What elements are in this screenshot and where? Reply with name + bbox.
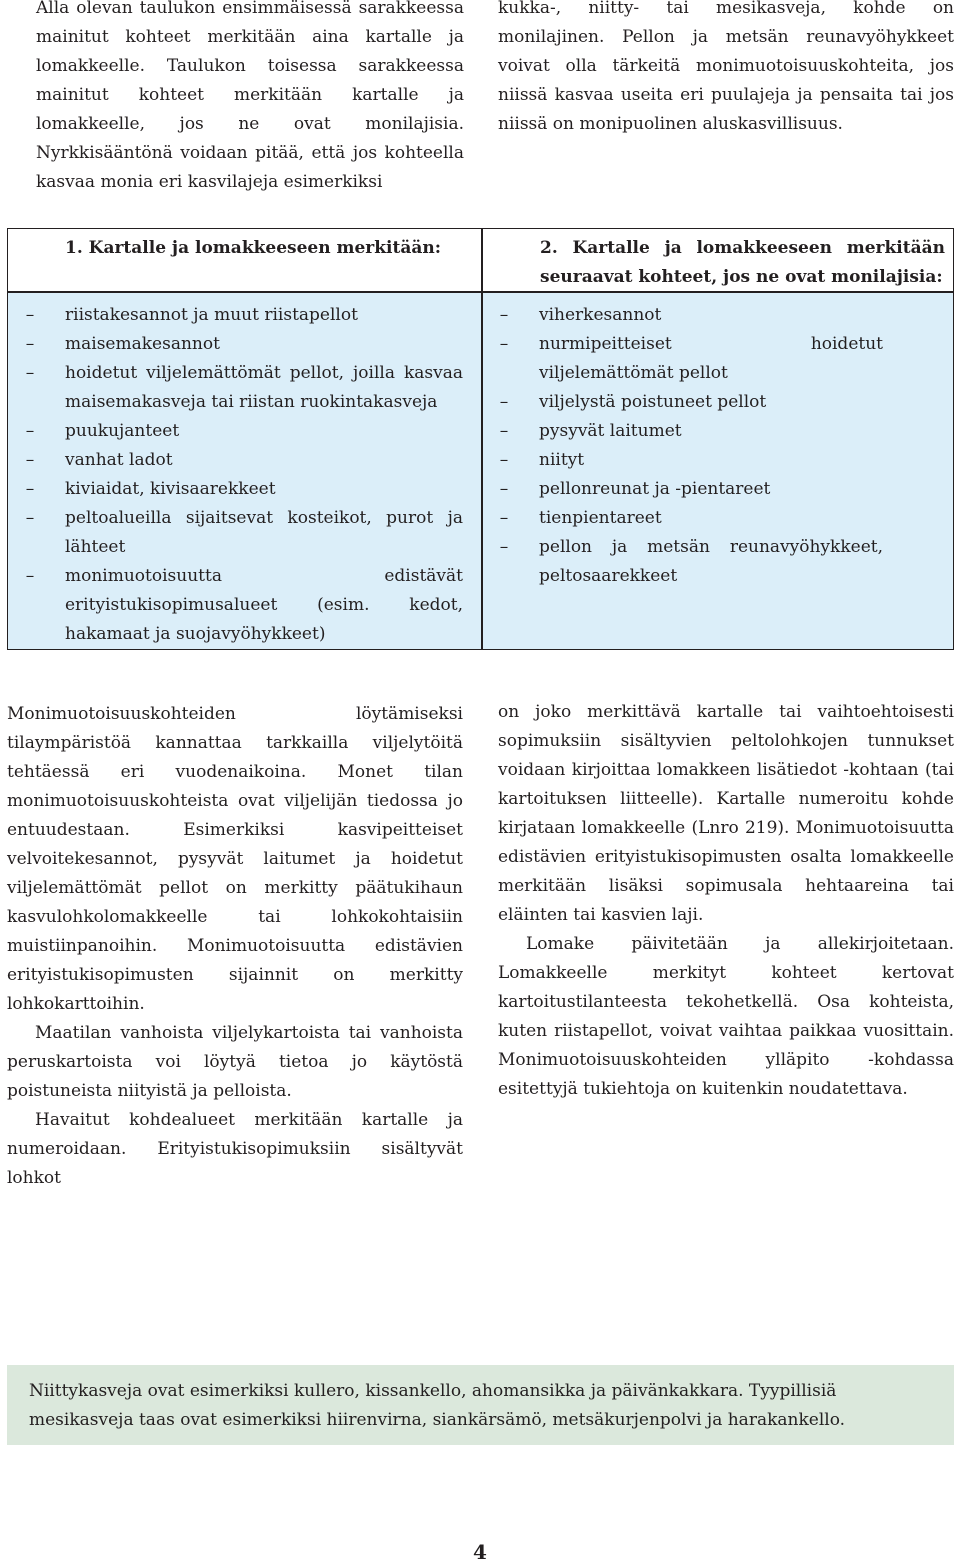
table-list-item [482,504,883,533]
table-list-item [482,330,883,388]
body-left-paragraph: Monimuotoisuuskohteiden löytämiseksi tilaympäristöä kannattaa tarkkailla viljelytöitä tehtäessä eri vuodenaikoina. Monet tilan monimuotoisuuskohteista ovat viljelijän tiedossa jo entuudestaan. Esimerkiksi kasvipeitteiset velvoitekesannot, pysyvät laitumet ja hoidetut viljelemättömät pellot on merkitty päätukihaun kasvulohkolomakkeelle tai lohkokohtaisiin muistiinpanoihin. Monimuotoisuutta edistävien erityistukisopimusten sijainnit on merkitty lohkokarttoihin. [7,704,463,1014]
table-list-item-text: niityt [539,450,585,470]
table-list-item-text: tienpientareet [539,508,662,528]
body-left-column [7,700,463,1193]
table-list-item-text: monimuotoisuutta edistävät erityistukisopimusalueet (esim. kedot, hakamaat ja suojavyöhykkeet) [65,566,463,644]
dash-bullet: – [499,334,509,354]
table-list-item [8,446,463,475]
table-list-item [8,504,463,562]
col2-list [482,301,883,591]
table-list-item-text: puukujanteet [65,421,180,441]
dash-bullet: – [25,363,35,383]
intro-left-text: Alla olevan taulukon ensimmäisessä sarakkeessa mainitut kohteet merkitään aina kartalle ja lomakkeelle. Taulukon toisessa sarakkeessa mainitut kohteet merkitään kartalle ja lomakkeelle, jos ne ovat monilajisia. Nyrkkisääntönä voidaan pitää, että jos kohteella kasvaa monia eri kasvilajeja esimerkiksi [36,0,464,192]
table-list-item [8,562,463,649]
dash-bullet: – [499,305,509,325]
table-list-item [8,417,463,446]
dash-bullet: – [499,450,509,470]
table-cell-col1 [8,292,481,649]
table-list-item [482,475,883,504]
table-list-item-text: nurmipeitteiset hoidetut viljelemättömät pellot [539,334,883,383]
dash-bullet: – [25,450,35,470]
table-list-item [482,533,883,591]
dash-bullet: – [25,479,35,499]
dash-bullet: – [499,508,509,528]
body-left-paragraph: Maatilan vanhoista viljelykartoista tai vanhoista peruskartoista voi löytyä tietoa jo käytöstä poistuneista niityistä ja pelloista. [7,1023,463,1101]
table-list-item [8,301,463,330]
page-number: 4 [473,1540,487,1564]
table-list-item [482,417,883,446]
table-list-item-text: kiviaidat, kivisaarekkeet [65,479,276,499]
body-right-paragraph: on joko merkittävä kartalle tai vaihtoehtoisesti sopimuksiin sisältyvien peltolohkojen tunnukset voidaan kirjoittaa lomakkeen lisätiedot -kohtaan (tai kartoituksen liitteelle). Kartalle numeroitu kohde kirjataan lomakkeelle (Lnro 219). Monimuotoisuutta edistävien erityistukisopimusten osalta lomakkeelle merkitään lisäksi sopimusala hehtaareina tai eläinten tai kasvien laji. [498,702,954,925]
table-list-item [482,446,883,475]
dash-bullet: – [499,479,509,499]
dash-bullet: – [25,566,35,586]
plant-examples-note: Niittykasveja ovat esimerkiksi kullero, kissankello, ahomansikka ja päivänkakkara. Tyypillisiä mesikasveja taas ovat esimerkiksi hiirenvirna, siankärsämö, metsäkurjenpolvi ja harakankello. [7,1365,954,1445]
dash-bullet: – [25,305,35,325]
table-list-item-text: vanhat ladot [65,450,173,470]
table-list-item-text: viherkesannot [539,305,662,325]
table-list-item-text: viljelystä poistuneet pellot [539,392,767,412]
dash-bullet: – [499,421,509,441]
dash-bullet: – [25,334,35,354]
table-list-item [482,388,883,417]
body-left-paragraph: Havaitut kohdealueet merkitään kartalle ja numeroidaan. Erityistukisopimuksiin sisältyvät lohkot [7,1110,463,1188]
table-list-item-text: pellon ja metsän reunavyöhykkeet, peltosaarekkeet [539,537,883,586]
table-header-col1: 1. Kartalle ja lomakkeeseen merkitään: [65,238,442,258]
table-list-item [482,301,883,330]
table-column-divider [481,229,483,649]
table-list-item [8,330,463,359]
table-list-item [8,475,463,504]
objects-table [7,228,954,650]
table-header-col2: 2. Kartalle ja lomakkeeseen merkitään seuraavat kohteet, jos ne ovat monilajisia: [540,238,945,287]
col1-list [8,301,463,649]
dash-bullet: – [499,392,509,412]
body-right-column [498,698,954,1104]
intro-right-text: kukka-, niitty- tai mesikasveja, kohde on monilajinen. Pellon ja metsän reunavyöhykkeet voivat olla tärkeitä monimuotoisuuskohteita, jos niissä kasvaa useita eri puulajeja ja pensaita tai jos niissä on monipuolinen aluskasvillisuus. [498,0,954,134]
table-list-item-text: maisemakesannot [65,334,220,354]
table-list-item [8,359,463,417]
table-cell-col2 [482,292,953,649]
table-list-item-text: pysyvät laitumet [539,421,682,441]
dash-bullet: – [25,508,35,528]
table-list-item-text: peltoalueilla sijaitsevat kosteikot, purot ja lähteet [65,508,463,557]
table-list-item-text: hoidetut viljelemättömät pellot, joilla kasvaa maisemakasveja tai riistan ruokintakasveja [65,363,463,412]
dash-bullet: – [499,537,509,557]
body-right-paragraph: Lomake päivitetään ja allekirjoitetaan. Lomakkeelle merkityt kohteet kertovat kartoitustilanteesta tekohetkellä. Osa kohteista, kuten riistapellot, voivat vaihtaa paikkaa vuosittain. Monimuotoisuuskohteiden ylläpito -kohdassa esitettyjä tukiehtoja on kuitenkin noudatettava. [498,934,954,1099]
dash-bullet: – [25,421,35,441]
table-list-item-text: riistakesannot ja muut riistapellot [65,305,358,325]
table-list-item-text: pellonreunat ja -pientareet [539,479,771,499]
